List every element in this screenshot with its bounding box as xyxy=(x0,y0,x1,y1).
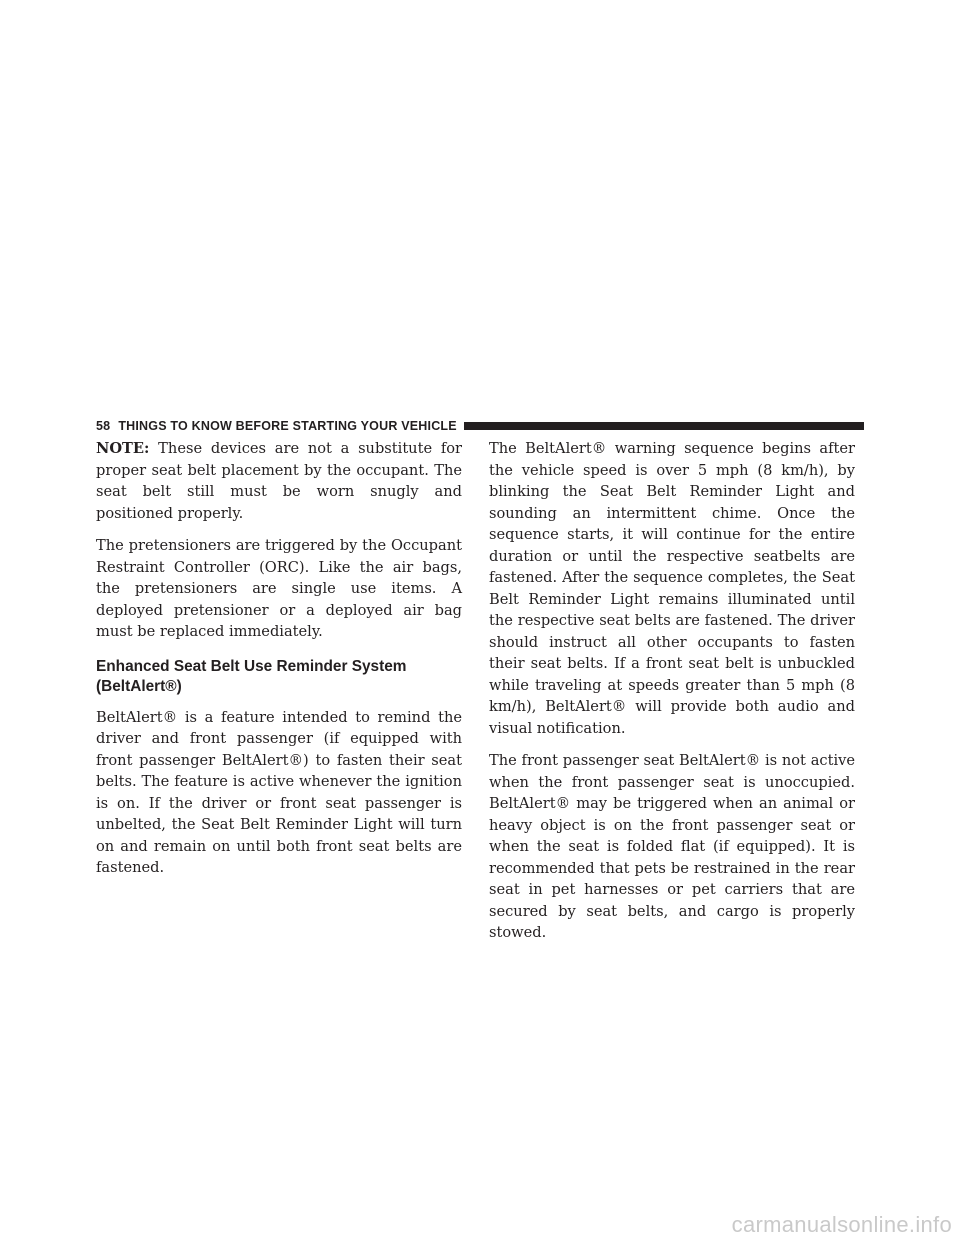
passenger-seat-paragraph: The front passenger seat BeltAlert® is not active when the front passenger seat is unoccupied. BeltAlert® may be triggered when an animal or heavy object is on the front passenger seat or when the seat is folded flat (if equipped). It is recommended that pets be restrained in the rear seat in pet harnesses or pet carriers that are secured by seat belts, and cargo is properly stowed. xyxy=(489,752,855,941)
page-number: 58 xyxy=(96,419,111,433)
left-column xyxy=(96,438,462,890)
right-column xyxy=(489,438,855,955)
section-heading: Enhanced Seat Belt Use Reminder System (BeltAlert®) xyxy=(96,657,407,695)
pretensioner-paragraph: The pretensioners are triggered by the Occupant Restraint Controller (ORC). Like the air bags, the pretensioners are single use items. A deployed pretensioner or a deployed air bag must be replaced immediately. xyxy=(96,537,462,640)
beltalert-intro-paragraph: BeltAlert® is a feature intended to remind the driver and front passenger (if equipped with front passenger BeltAlert®) to fasten their seat belts. The feature is active whenever the ignition is on. If the driver or front seat passenger is unbelted, the Seat Belt Reminder Light will turn on and remain on until both front seat belts are fastened. xyxy=(96,708,462,876)
header-rule xyxy=(464,422,864,430)
note-paragraph xyxy=(96,438,462,524)
note-text: These devices are not a substitute for proper seat belt placement by the occupant. The seat belt still must be worn snugly and positioned properly. xyxy=(96,440,462,522)
chapter-title: THINGS TO KNOW BEFORE STARTING YOUR VEHICLE xyxy=(118,419,457,433)
watermark: carmanualsonline.info xyxy=(731,1212,952,1237)
page-header xyxy=(96,419,864,433)
warning-sequence-paragraph: The BeltAlert® warning sequence begins after the vehicle speed is over 5 mph (8 km/h), by blinking the Seat Belt Reminder Light and sounding an intermittent chime. Once the sequence starts, it will continue for the entire duration or until the respective seatbelts are fastened. After the sequence completes, the Seat Belt Reminder Light remains illuminated until the respective seat belts are fastened. The driver should instruct all other occupants to fasten their seat belts. If a front seat belt is unbuckled while traveling at speeds greater than 5 mph (8 km/h), BeltAlert® will provide both audio and visual notification. xyxy=(489,440,855,737)
note-label: NOTE: xyxy=(96,440,150,457)
